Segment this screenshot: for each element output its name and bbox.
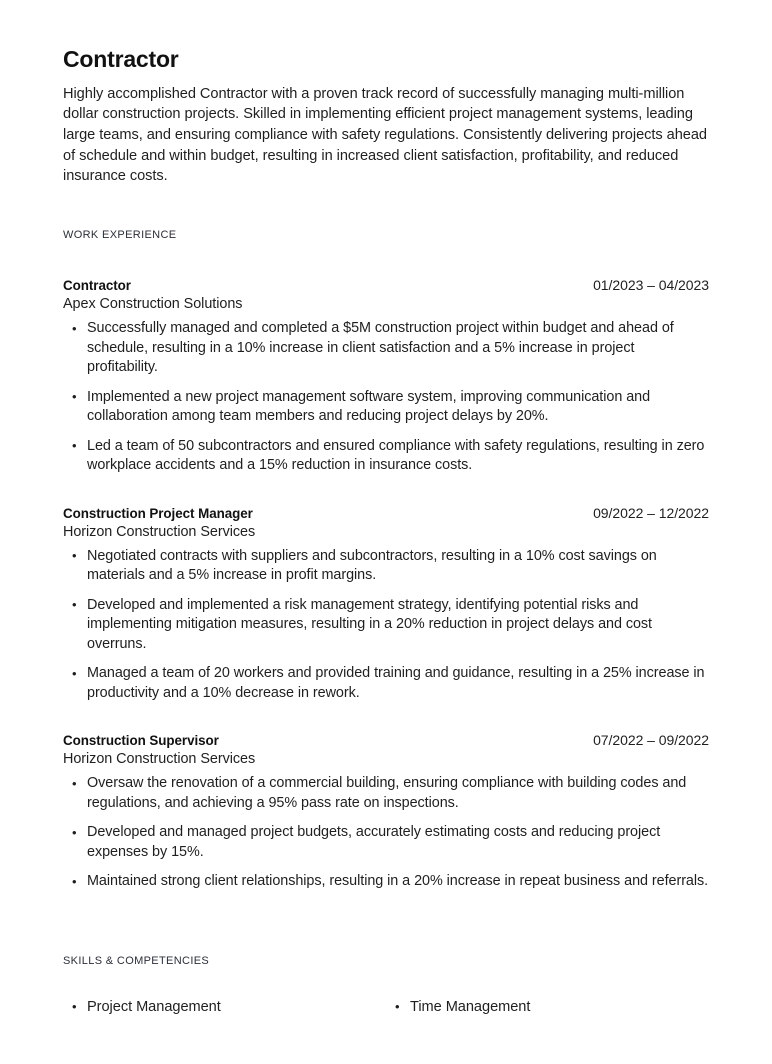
job-company: Apex Construction Solutions <box>63 296 243 313</box>
job-title: Construction Supervisor <box>63 733 219 749</box>
job-bullet: • Maintained strong client relationships, resulting in a 20% increase in repeat business and referrals. <box>63 872 709 892</box>
job-bullet: • Led a team of 50 subcontractors and ensured compliance with safety regulations, resulting in zero workplace accidents and a 15% reduction in insurance costs. <box>63 437 709 476</box>
job-company: Horizon Construction Services <box>63 523 256 540</box>
professional-summary: Highly accomplished Contractor with a proven track record of successfully managing multi-million dollar construction projects. Skilled in implementing efficient project management systems, leading large teams, and ensuring compliance with safety regulations. Consistently delivering projects ahead of schedule and within budget, resulting in increased client satisfaction, profitability, and reduced insurance costs. <box>63 85 707 185</box>
job-bullet-list <box>63 319 709 476</box>
job-bullet: • Managed a team of 20 workers and provided training and guidance, resulting in a 25% increase in productivity and a 10% decrease in rework. <box>63 664 709 703</box>
job-bullet: • Successfully managed and completed a $5M construction project within budget and ahead of schedule, resulting in a 10% increase in client satisfaction and a 5% increase in project profitability. <box>63 319 709 378</box>
experience-entry-header <box>63 277 709 293</box>
section-heading-skills: SKILLS & COMPETENCIES <box>63 954 210 967</box>
job-bullet: • Developed and implemented a risk management strategy, identifying potential risks and implementing mitigation measures, resulting in a 20% reduction in project delays and cost overruns. <box>63 596 709 655</box>
job-title: Construction Project Manager <box>63 505 253 521</box>
experience-entry-header <box>63 732 709 748</box>
work-experience-list <box>63 277 709 892</box>
job-bullet: • Negotiated contracts with suppliers and subcontractors, resulting in a 10% cost savings on materials and a 5% increase in profit margins. <box>63 547 709 586</box>
job-bullet: • Oversaw the renovation of a commercial building, ensuring compliance with building codes and regulations, and achieving a 95% pass rate on inspections. <box>63 774 709 813</box>
job-dates: 09/2022 – 12/2022 <box>593 504 709 521</box>
job-company: Horizon Construction Services <box>63 751 256 768</box>
experience-entry-header <box>63 505 709 521</box>
experience-entry <box>63 277 709 476</box>
job-bullet-list <box>63 774 709 892</box>
job-bullet: • Developed and managed project budgets, accurately estimating costs and reducing project expenses by 15%. <box>63 823 709 862</box>
job-dates: 07/2022 – 09/2022 <box>593 732 709 749</box>
experience-entry <box>63 505 709 704</box>
job-bullet-list <box>63 547 709 704</box>
job-dates: 01/2023 – 04/2023 <box>593 277 709 294</box>
skill-item: • Time Management <box>386 998 709 1018</box>
job-title: Contractor <box>63 278 131 294</box>
skills-list <box>63 967 709 1018</box>
experience-entry <box>63 732 709 892</box>
skill-item: • Project Management <box>63 998 386 1018</box>
page-title: Contractor <box>63 46 179 72</box>
section-heading-work-experience: WORK EXPERIENCE <box>63 229 177 242</box>
job-bullet: • Implemented a new project management software system, improving communication and collaboration among team members and reducing project delays by 20%. <box>63 388 709 427</box>
